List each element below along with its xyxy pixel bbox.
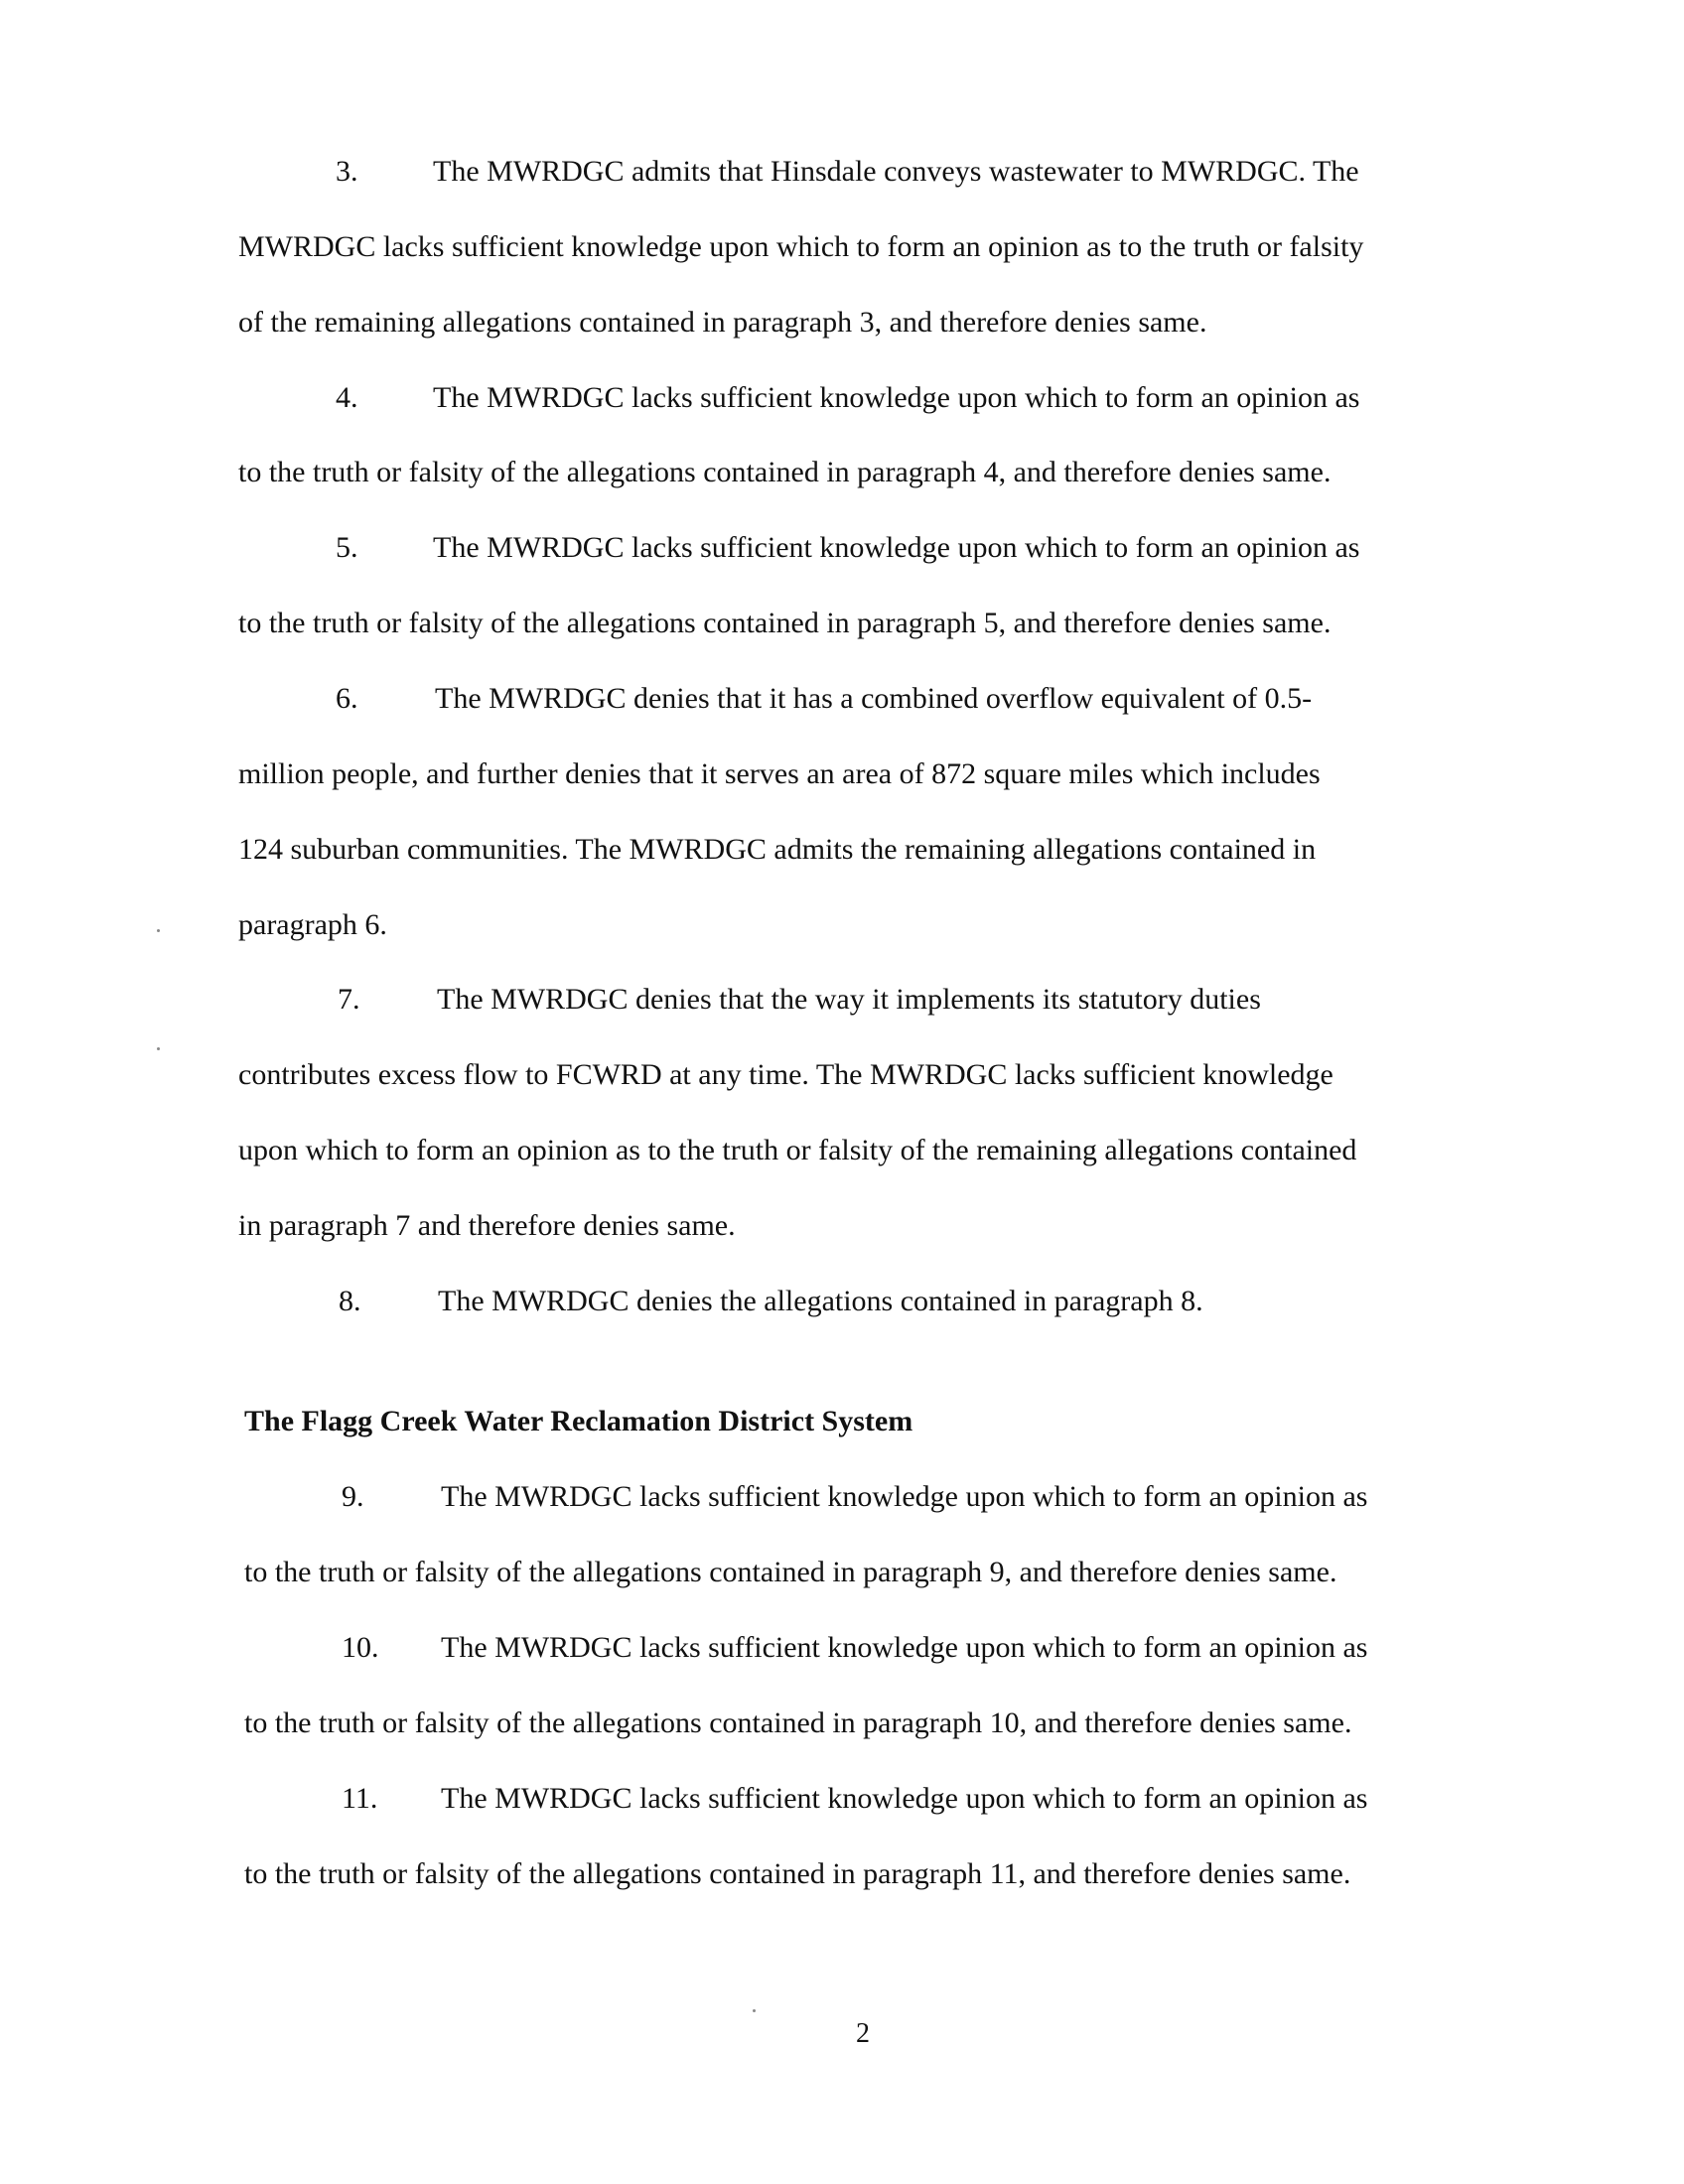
paragraph-line: to the truth or falsity of the allegations contained in paragraph 4, and therefore denies same.: [238, 456, 1332, 488]
paragraph-line: The MWRDGC denies the allegations contained in paragraph 8.: [438, 1285, 1203, 1317]
paragraph-number: 9.: [342, 1480, 364, 1513]
paragraph-line: to the truth or falsity of the allegations contained in paragraph 9, and therefore denies same.: [244, 1556, 1337, 1588]
scan-speck: [753, 2009, 756, 2012]
paragraph-line: The MWRDGC lacks sufficient knowledge upon which to form an opinion as: [433, 381, 1360, 414]
paragraph-number: 4.: [336, 381, 358, 414]
paragraph-line: to the truth or falsity of the allegations contained in paragraph 11, and therefore denies same.: [244, 1857, 1351, 1890]
scan-speck: [157, 1047, 160, 1050]
paragraph-line: upon which to form an opinion as to the truth or falsity of the remaining allegations contained: [238, 1134, 1357, 1166]
paragraph-line: The MWRDGC lacks sufficient knowledge upon which to form an opinion as: [441, 1782, 1368, 1815]
paragraph-number: 8.: [339, 1285, 361, 1317]
paragraph-line: The MWRDGC admits that Hinsdale conveys wastewater to MWRDGC. The: [433, 155, 1359, 188]
paragraph-line: MWRDGC lacks sufficient knowledge upon which to form an opinion as to the truth or falsity: [238, 230, 1364, 263]
paragraph-line: The MWRDGC denies that it has a combined overflow equivalent of 0.5-: [435, 682, 1313, 715]
paragraph-line: The MWRDGC denies that the way it implements its statutory duties: [437, 983, 1261, 1016]
paragraph-number: 7.: [338, 983, 360, 1016]
paragraph-line: 124 suburban communities. The MWRDGC admits the remaining allegations contained in: [238, 833, 1317, 866]
paragraph-line: The MWRDGC lacks sufficient knowledge upon which to form an opinion as: [441, 1480, 1368, 1513]
paragraph-line: in paragraph 7 and therefore denies same.: [238, 1209, 736, 1242]
paragraph-line: to the truth or falsity of the allegations contained in paragraph 5, and therefore denies same.: [238, 607, 1332, 639]
paragraph-number: 11.: [342, 1782, 378, 1815]
paragraph-line: paragraph 6.: [238, 908, 387, 941]
paragraph-number: 10.: [342, 1631, 379, 1664]
paragraph-line: of the remaining allegations contained in paragraph 3, and therefore denies same.: [238, 306, 1207, 339]
paragraph-line: million people, and further denies that it serves an area of 872 square miles which includes: [238, 757, 1321, 790]
paragraph-number: 6.: [336, 682, 358, 715]
paragraph-line: The MWRDGC lacks sufficient knowledge upon which to form an opinion as: [433, 531, 1360, 564]
paragraph-number: 3.: [336, 155, 358, 188]
paragraph-line: to the truth or falsity of the allegations contained in paragraph 10, and therefore denies same.: [244, 1706, 1352, 1739]
page-number: 2: [856, 2018, 870, 2049]
paragraph-line: contributes excess flow to FCWRD at any time. The MWRDGC lacks sufficient knowledge: [238, 1058, 1333, 1091]
section-heading: The Flagg Creek Water Reclamation District System: [244, 1405, 913, 1437]
paragraph-number: 5.: [336, 531, 358, 564]
scan-speck: [157, 929, 160, 932]
paragraph-line: The MWRDGC lacks sufficient knowledge upon which to form an opinion as: [441, 1631, 1368, 1664]
